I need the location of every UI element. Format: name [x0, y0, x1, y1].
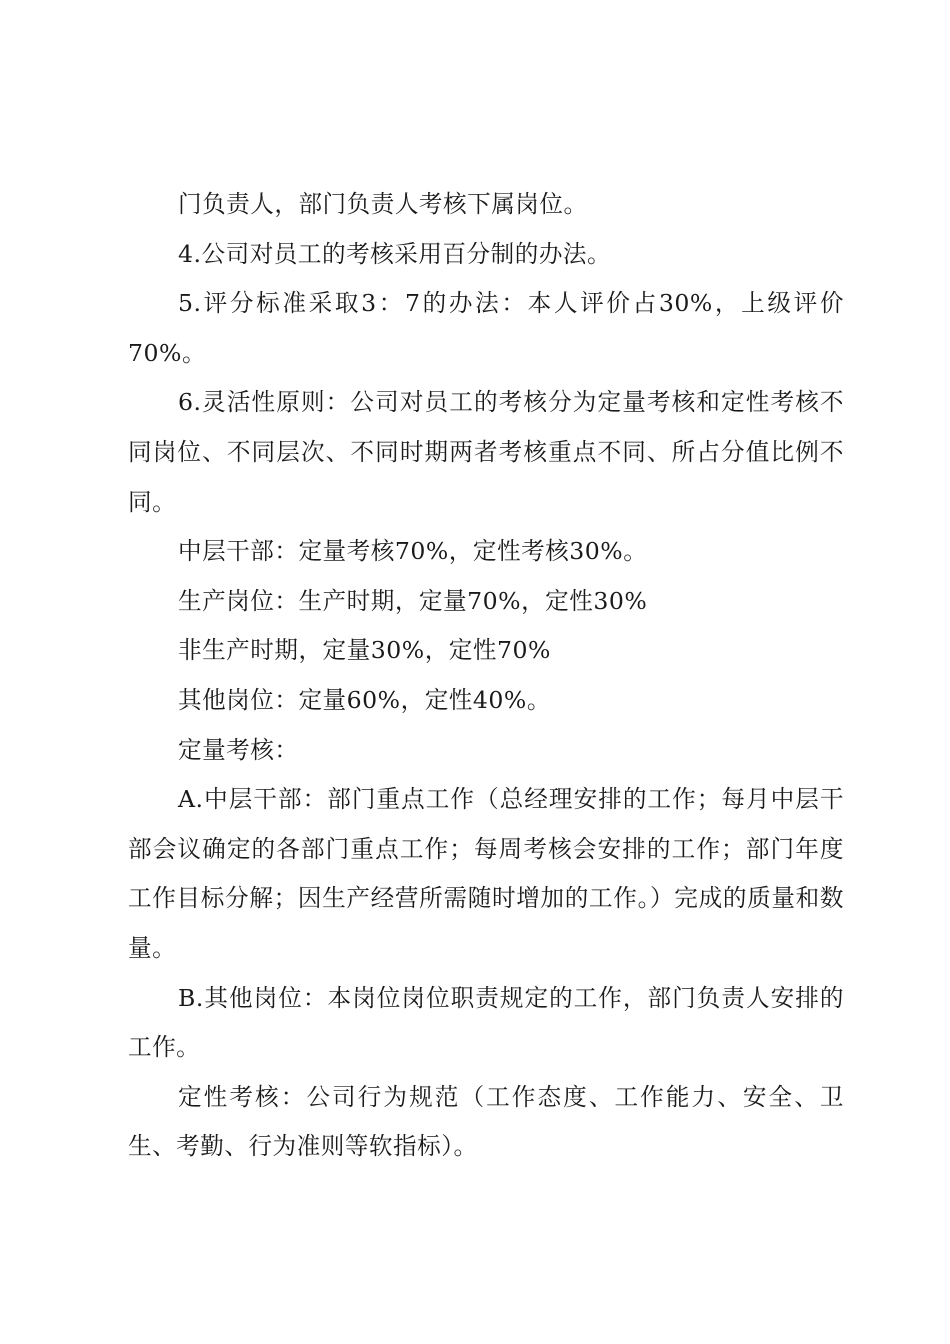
paragraph-item-4: 4.公司对员工的考核采用百分制的办法。: [178, 239, 612, 268]
paragraph-item-b: B.其他岗位：本岗位岗位职责规定的工作，部门负责人安排的工作。: [128, 983, 844, 1062]
paragraph-continuation: 门负责人，部门负责人考核下属岗位。: [178, 190, 588, 218]
paragraph-other-posts: 其他岗位：定量60%，定性40%。: [178, 685, 551, 714]
paragraph-item-6: 6.灵活性原则：公司对员工的考核分为定量考核和定性考核不同岗位、不同层次、不同时期两者考核重点不同、所占分值比例不同。: [128, 388, 844, 516]
paragraph-production-posts: 生产岗位：生产时期，定量70%，定性30%: [178, 586, 648, 615]
paragraph-middle-managers: 中层干部：定量考核70%，定性考核30%。: [178, 537, 648, 566]
paragraph-quantitative-heading: 定量考核：: [178, 735, 299, 764]
paragraph-non-production: 非生产时期，定量30%，定性70%: [178, 636, 551, 665]
document-body: [128, 180, 844, 1172]
paragraph-qualitative: 定性考核：公司行为规范（工作态度、工作能力、安全、卫生、考勤、行为准则等软指标）。: [128, 1082, 844, 1161]
paragraph-item-5: 5.评分标准采取3：7的办法：本人评价占30%，上级评价70%。: [128, 289, 844, 367]
paragraph-item-a: A.中层干部：部门重点工作（总经理安排的工作；每月中层干部会议确定的各部门重点工作；每周考核会安排的工作；部门年度工作目标分解；因生产经营所需随时增加的工作。）完成的质量和数量。: [128, 785, 844, 962]
